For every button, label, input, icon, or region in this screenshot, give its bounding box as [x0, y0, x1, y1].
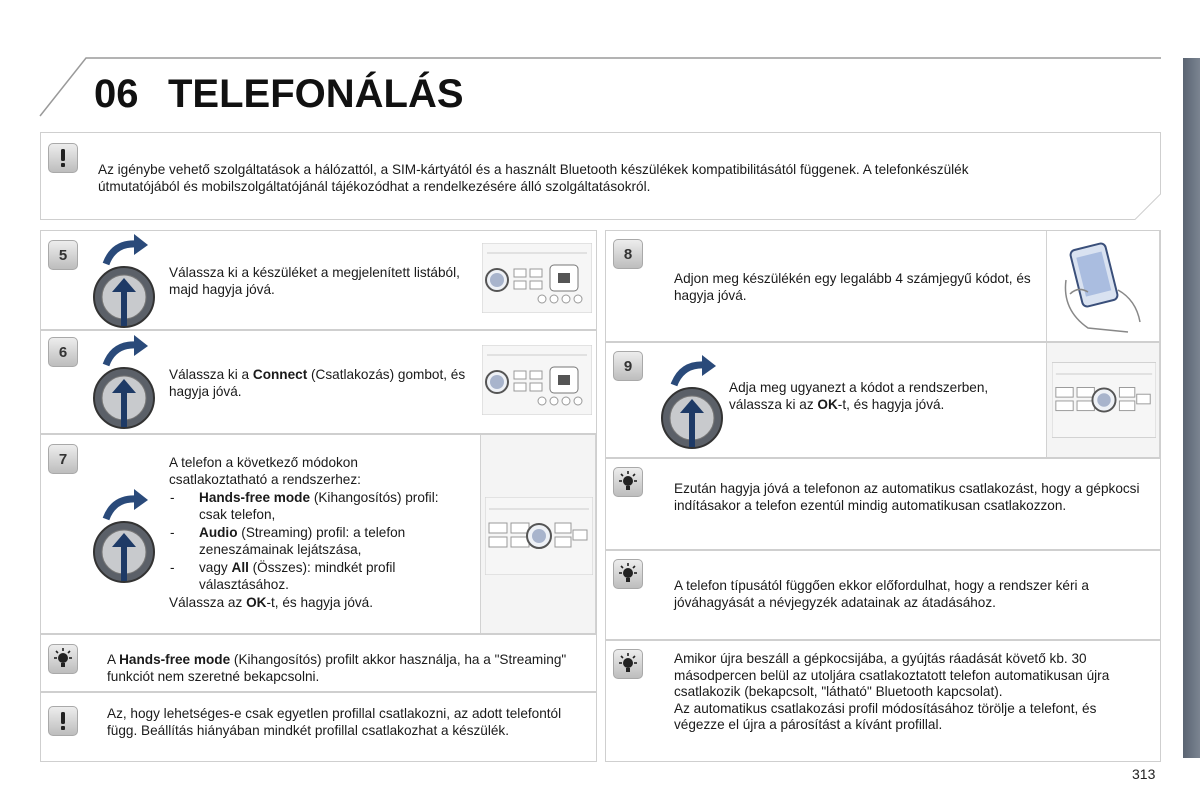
lightbulb-icon	[613, 649, 643, 679]
exclamation-icon	[48, 706, 78, 736]
chapter-number: 06	[94, 72, 139, 116]
lightbulb-icon	[613, 559, 643, 589]
rotary-knob-icon	[92, 488, 162, 584]
step-7-text	[169, 455, 459, 612]
step-9-badge: 9	[613, 351, 643, 381]
step-7-outro: Válassza az OK-t, és hagyja jóvá.	[169, 595, 374, 610]
chapter-title: TELEFONÁLÁS	[168, 72, 464, 116]
tip-single-profile-text: Az, hogy lehetséges-e csak egyetlen profillal csatlakozni, az adott telefontól függ. Beállítás hiányában mindkét profillal csatlakozhat a készülék.	[107, 706, 562, 738]
step-6-badge: 6	[48, 337, 78, 367]
lightbulb-icon	[613, 467, 643, 497]
step-9-text: Adja meg ugyanezt a kódot a rendszerben, válassza ki az OK-t, és hagyja jóvá.	[729, 380, 989, 412]
tip-auto-connect-text: Ezután hagyja jóvá a telefonon az automatikus csatlakozást, hogy a gépkocsi indításakor a telefon ezentúl mindig automatikusan csatlakozzon.	[674, 481, 1140, 513]
rotary-knob-icon	[92, 234, 162, 328]
tip-hands-free-text: A Hands-free mode (Kihangosítós) profilt akkor használja, ha a "Streaming" funkciót nem szeretné bekapcsolni.	[107, 652, 567, 684]
radio-panel-image-6	[482, 345, 592, 415]
step-6-text: Válassza ki a Connect (Csatlakozás) gombot, és hagyja jóvá.	[169, 367, 466, 399]
phone-in-hand-icon	[1058, 240, 1148, 336]
step-7-options	[169, 490, 459, 593]
radio-panel-image-5	[482, 243, 592, 313]
step-8-badge: 8	[613, 239, 643, 269]
tip-reconnect-paragraph-1: Amikor újra beszáll a gépkocsijába, a gyújtás ráadását követő kb. 30 másodpercen belül az utoljára csatlakoztatott telefon automatikusan újra csatlakozik (bekapcsolt, "látható" Bluetooth kapcsolat).	[674, 651, 1110, 699]
option-all: - vagy All (Összes): mindkét profil választásához.	[169, 560, 459, 593]
tip-contacts-text: A telefon típusától függően ekkor előfordulhat, hogy a rendszer kéri a jóváhagyását a névjegyzék adatainak az átadásához.	[674, 578, 1089, 610]
page-number: 313	[1132, 766, 1156, 782]
step-7-badge: 7	[48, 444, 78, 474]
step-5-badge: 5	[48, 240, 78, 270]
option-audio: - Audio (Streaming) profil: a telefon zeneszámainak lejátszása,	[169, 525, 459, 558]
lightbulb-icon	[48, 644, 78, 674]
tip-reconnect-paragraph-2: Az automatikus csatlakozási profil módosításához törölje a telefont, és végezze el újra a párosítást a kívánt profillal.	[674, 700, 1097, 732]
step-8-text: Adjon meg készülékén egy legalább 4 számjegyű kódot, és hagyja jóvá.	[674, 271, 1031, 303]
step-5-text: Válassza ki a készüléket a megjelenített listából, majd hagyja jóvá.	[169, 265, 460, 297]
tip-reconnect-text	[674, 651, 1136, 734]
rotary-knob-icon	[660, 354, 730, 450]
chapter-sidebar-tab	[1183, 58, 1200, 758]
exclamation-icon	[48, 143, 78, 173]
radio-panel-image-9	[1052, 362, 1156, 438]
radio-panel-image-7	[485, 497, 593, 575]
rotary-knob-icon	[92, 334, 162, 430]
notice-text: Az igénybe vehető szolgáltatások a hálózattól, a SIM-kártyától és a használt Bluetooth készülékek kompatibilitásától függenek. A telefonkészülék útmutatójából és mobilszolgáltatójánál tájékozódhat a rendelkezésére álló szolgáltatásokról.	[98, 162, 969, 194]
option-hands-free: - Hands-free mode (Kihangosítós) profil: csak telefon,	[169, 490, 459, 523]
step-7-intro: A telefon a következő módokon csatlakoztatható a rendszerhez:	[169, 455, 361, 487]
